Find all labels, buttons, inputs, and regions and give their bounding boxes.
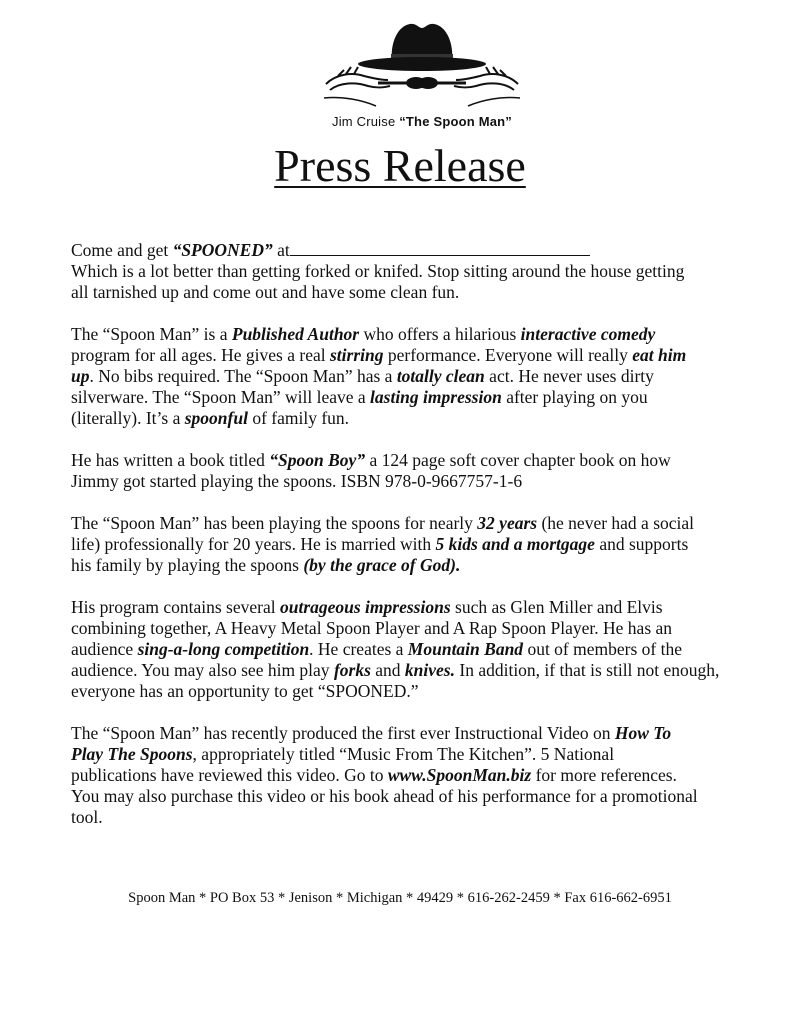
text-line [71,345,755,366]
page-title-text: Press Release [274,140,526,191]
emphasis-text: sing-a-long competition [137,639,310,659]
text-run: a 124 page soft cover chapter book on how [365,450,671,470]
text-run: such as Glen Miller and Elvis [450,597,663,617]
emphasis-text: interactive comedy [520,324,656,344]
hat-and-spoons-icon [316,18,528,114]
text-run: , appropriately titled “Music From The Kitchen”. 5 National [192,744,615,764]
emphasis-text: knives. [404,660,455,680]
logo-caption [316,114,528,129]
text-line [71,408,755,429]
text-run: He has written a book titled [71,450,270,470]
press-release-body [71,240,755,849]
emphasis-text: Published Author [231,324,360,344]
text-run: out of members of the [523,639,682,659]
emphasis-text: outrageous impressions [279,597,451,617]
emphasis-text: “SPOONED” [172,240,273,260]
text-run: silverware. The “Spoon Man” will leave a [71,387,371,407]
text-run: (he never had a social [537,513,695,533]
text-run: for more references. [531,765,677,785]
text-run: (literally). It’s a [71,408,185,428]
emphasis-text: stirring [330,345,384,365]
text-line: Which is a lot better than getting forked or knifed. Stop sitting around the house getting [71,261,685,281]
website-link[interactable]: www.SpoonMan.biz [387,765,532,785]
paragraph-intro [71,240,755,303]
emphasis-text: up [71,366,90,386]
text-line: Jimmy got started playing the spoons. ISBN 978-0-9667757-1-6 [71,471,523,491]
text-run: act. He never uses dirty [484,366,654,386]
text-run: Come and get [71,240,173,260]
text-run: . No bibs required. The “Spoon Man” has a [89,366,397,386]
logo-caption-name: Jim Cruise [332,114,400,129]
text-run: The “Spoon Man” is a [71,324,232,344]
text-run: at [272,240,290,260]
page-title [0,138,800,194]
emphasis-text: Mountain Band [407,639,524,659]
emphasis-text: 5 kids and a mortgage [435,534,595,554]
text-run: program for all ages. He gives a real [71,345,330,365]
text-line [71,639,755,660]
text-run: The “Spoon Man” has been playing the spoons for nearly [71,513,478,533]
text-line: You may also purchase this video or his book ahead of his performance for a promotional [71,786,698,806]
text-line [71,324,755,345]
text-run: . He creates a [309,639,408,659]
emphasis-text: How To [614,723,672,743]
venue-blank-line [290,240,590,256]
text-run: His program contains several [71,597,280,617]
text-line [71,744,755,765]
logo-caption-nickname: “The Spoon Man” [399,114,512,129]
text-line [71,387,755,408]
emphasis-text: eat him [632,345,687,365]
text-line [71,597,755,618]
text-line: tool. [71,807,103,827]
paragraph-book [71,450,755,492]
text-run: publications have reviewed this video. Go to [71,765,388,785]
text-line [71,366,755,387]
emphasis-text: forks [333,660,371,680]
spoon-man-logo [316,18,528,138]
emphasis-text: (by the grace of God). [303,555,461,575]
text-line [71,240,755,261]
text-line: combining together, A Heavy Metal Spoon Player and A Rap Spoon Player. He has an [71,618,673,638]
text-run: of family fun. [247,408,350,428]
emphasis-text: “Spoon Boy” [269,450,366,470]
text-line [71,723,755,744]
text-run: life) professionally for 20 years. He is married with [71,534,436,554]
emphasis-text: spoonful [184,408,248,428]
emphasis-text: lasting impression [370,387,502,407]
text-line: everyone has an opportunity to get “SPOONED.” [71,681,419,701]
text-line [71,555,755,576]
paragraph-program [71,597,755,702]
paragraph-career [71,513,755,576]
text-run: In addition, if that is still not enough, [455,660,720,680]
text-line: all tarnished up and come out and have some clean fun. [71,282,460,302]
text-run: audience [71,639,138,659]
contact-footer: Spoon Man * PO Box 53 * Jenison * Michigan * 49429 * 616-262-2459 * Fax 616-662-6951 [128,890,672,906]
text-line [71,513,755,534]
text-line [71,534,755,555]
emphasis-text: Play The Spoons [71,744,193,764]
emphasis-text: totally clean [396,366,485,386]
text-line [71,765,755,786]
text-run: his family by playing the spoons [71,555,304,575]
emphasis-text: 32 years [477,513,538,533]
paragraph-comedy [71,324,755,429]
text-run: audience. You may also see him play [71,660,334,680]
text-line [71,660,755,681]
text-line [71,450,755,471]
text-run: performance. Everyone will really [383,345,633,365]
text-run: The “Spoon Man” has recently produced the first ever Instructional Video on [71,723,615,743]
text-run: and [370,660,405,680]
text-run: and supports [594,534,689,554]
text-run: who offers a hilarious [359,324,521,344]
paragraph-video [71,723,755,828]
text-run: after playing on you [501,387,648,407]
